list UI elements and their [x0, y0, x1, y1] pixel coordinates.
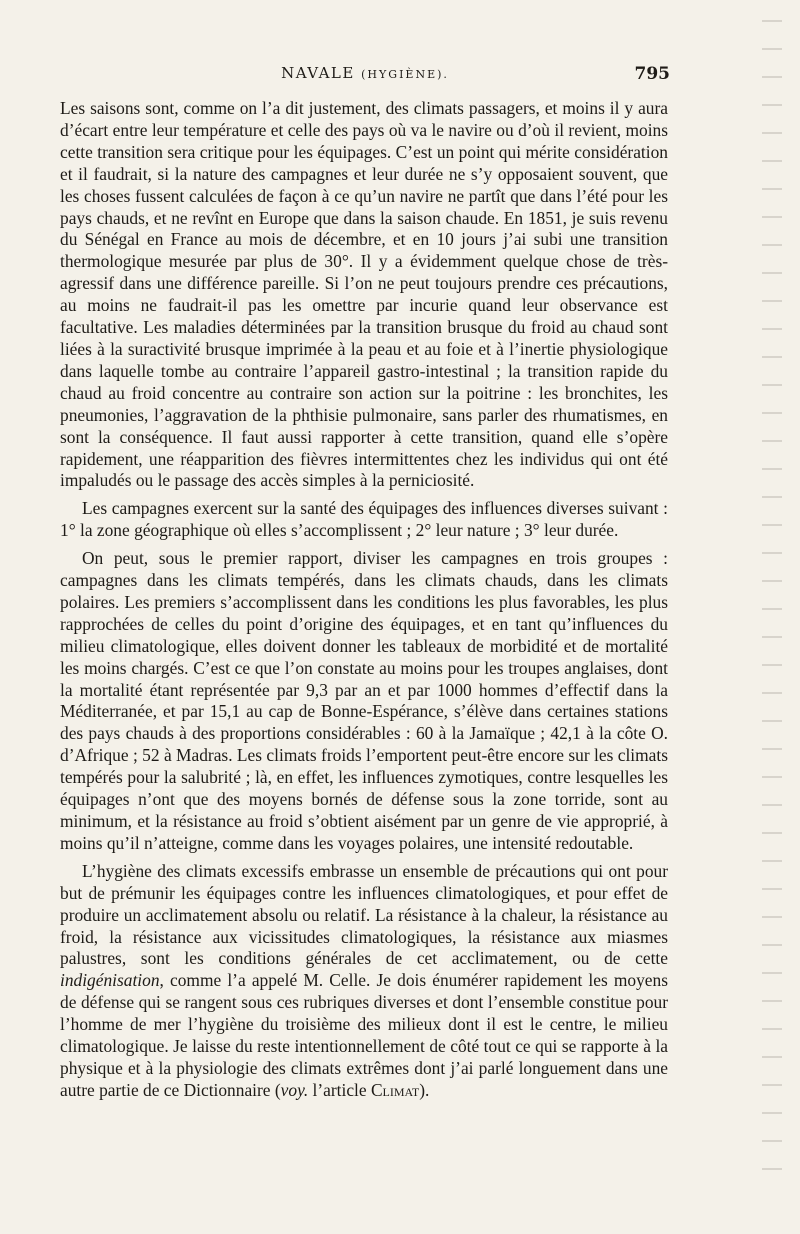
paragraph-text: l’article — [308, 1079, 371, 1100]
page-number: 795 — [634, 64, 670, 84]
cross-reference: Climat — [370, 1079, 420, 1100]
body-text — [60, 98, 668, 1108]
running-head — [60, 64, 670, 88]
italic-term: indigénisation — [60, 970, 160, 991]
header-subtitle: (HYGIÈNE). — [361, 68, 449, 81]
italic-abbrev: voy. — [280, 1079, 309, 1100]
header-title: NAVALE — [281, 64, 355, 82]
paragraph-influences — [60, 498, 668, 542]
paragraph-excessive-climates — [60, 861, 668, 1102]
paragraph-text: L’hygiène des climats excessifs embrasse un ensemble de précautions qui ont pour but de prémunir les équipages contre les influences climatologiques, et pour effet de produire un acclimatement absolu ou relatif. La résistance à la chaleur, la résistance au froid, la résistance aux vicissitudes climatologiques, la résistance aux miasmes palustres, sont les conditions générales de cet acclimatement, ou de cette — [60, 860, 668, 969]
running-head-title — [60, 64, 670, 82]
paragraph-seasons — [60, 98, 668, 492]
paragraph-text: Les campagnes exercent sur la santé des équipages des influences diverses suivant : 1° la zone géographique où elles s’accomplissent ; 2° leur nature ; 3° leur durée. — [60, 498, 668, 541]
paragraph-climate-groups — [60, 548, 668, 855]
paragraph-text: Les saisons sont, comme on l’a dit justement, des climats passagers, et moins il y aura d’écart entre leur température et celle des pays où va le navire ou d’où il revient, moins cette transition sera critique pour les équipages. C’est un point qui mérite considération et il faudrait, si la nature des campagnes et leur durée ne s’y opposaient souvent, que les choses fussent calculées de façon à ce qu’un navire ne partît que dans l’été pour les pays chauds, et ne revînt en Europe que dans la saison chaude. En 1851, je suis revenu du Sénégal en France au mois de décembre, et en 10 jours j’ai subi une transition thermologique mesurée par plus de 30°. Il y a évidemment quelque chose de très-agressif dans une différence pareille. Si l’on ne peut toujours prendre ces précautions, au moins ne faudrait-il pas les omettre par incurie quand leur observance est facultative. Les maladies déterminées par la transition brusque du froid au chaud sont liées à la suractivité brusque imprimée à la peau et au foie et à l’inertie physiologique dans laquelle tombe au contraire l’appareil gastro-intestinal ; la transition rapide du chaud au froid concentre au contraire son action sur la poitrine : les bronchites, les pneumonies, l’aggravation de la phthisie pulmonaire, sans parler des rhumatismes, en sont la conséquence. Il faut aussi rapporter à cette transition, quand elle s’opère rapidement, une réapparition des fièvres intermittentes chez les individus qui ont été impaludés ou le passage des accès simples à la perniciosité. — [60, 98, 668, 491]
paragraph-text: , comme l’a appelé M. Celle. Je dois énumérer rapidement les moyens de défense qui se rangent sous ces rubriques diverses et dont l’ensemble constitue pour l’homme de mer l’hygiène du troisième des milieux dont il est le centre, le milieu climatologique. Je laisse du reste intentionnellement de côté tout ce qui se rapporte à la physique et à la physiologie des climats extrêmes dont j’ai parlé longuement dans une autre partie de ce Dictionnaire ( — [60, 970, 668, 1100]
paragraph-text: ). — [419, 1079, 430, 1100]
margin-scan-marks — [762, 20, 782, 1180]
paragraph-text: On peut, sous le premier rapport, diviser les campagnes en trois groupes : campagnes dans les climats tempérés, dans les climats chauds, dans les climats polaires. Les premiers s’accomplissent dans les conditions les plus favorables, les plus rapprochées de celles du point d’origine des équipages, et en tant qu’influences du milieu climatologique, elles doivent donner les tableaux de morbidité et de mortalité les moins chargés. C’est ce que l’on constate au moins pour les troupes anglaises, dont la mortalité étant représentée par 9,3 par an et par 1000 hommes d’effectif dans la Méditerranée, et par 15,1 au cap de Bonne-Espérance, s’élève dans certaines stations des pays chauds à des proportions considérables : 60 à la Jamaïque ; 42,1 à la côte O. d’Afrique ; 52 à Madras. Les climats froids l’emportent peut-être encore sur les climats tempérés pour la salubrité ; là, en effet, les influences zymotiques, contre lesquelles les équipages n’ont que des moyens bornés de défense sous la zone torride, sont au minimum, et la résistance au froid s’obtient aisément par un genre de vie approprié, à moins qu’il n’atteigne, comme dans les voyages polaires, une intensité redoutable. — [60, 548, 668, 853]
